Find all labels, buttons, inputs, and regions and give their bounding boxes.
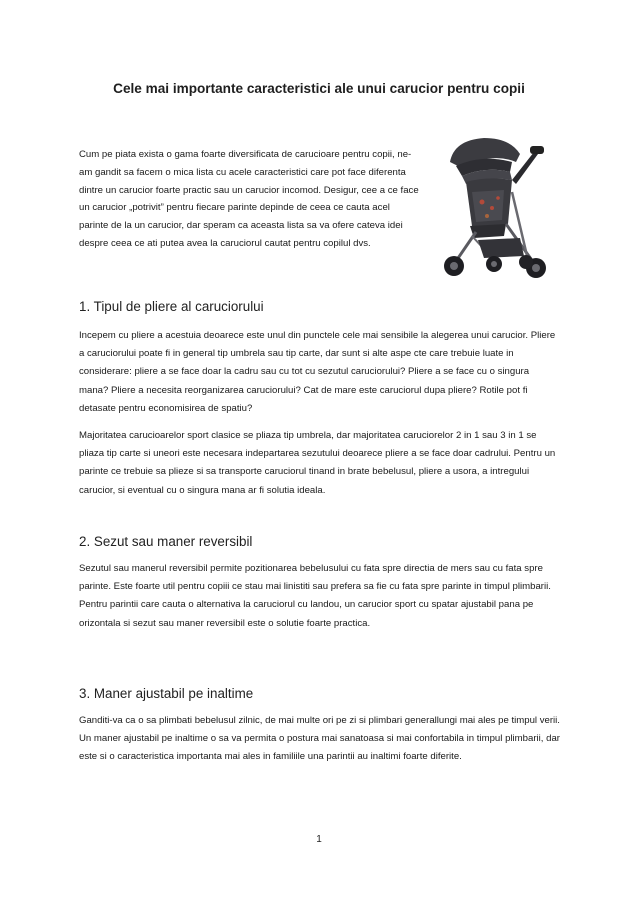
page-number: 1	[316, 834, 322, 845]
section-2-heading: 2. Sezut sau maner reversibil	[79, 534, 253, 549]
section-1-heading: 1. Tipul de pliere al caruciorului	[79, 299, 264, 314]
section-2-paragraph-1: Sezutul sau manerul reversibil permite pozitionarea bebelusului cu fata spre directia de mers sau cu fata spre parinte. Este foarte util pentru copiii ce stau mai linistiti sau prefera sa fie cu fata spre parinte in timpul plimbarii. Pentru parintii care cauta o alternativa la caruciorul cu landou, un carucior sport cu spatar ajustabil pana pe orizontala si sezut sau maner reversibil este o solutie foarte practica.	[79, 563, 551, 629]
stroller-image	[432, 132, 550, 282]
section-3-heading: 3. Maner ajustabil pe inaltime	[79, 686, 254, 701]
intro-paragraph: Cum pe piata exista o gama foarte diversificata de carucioare pentru copii, ne-am gandit sa facem o mica lista cu acele caracteristici care pot face diferenta dintre un carucior foarte practic sau un carucior incomod. Desigur, cee a ce face un carucior „potrivit” pentru fiecare parinte depinde de ceea ce cauta acel parinte de la un carucior, dar speram ca aceasta lista sa va ofere cateva idei despre ceea ce ati putea avea la caruciorul cautat pentru copilul dvs.	[79, 149, 419, 249]
section-1-paragraph-2: Majoritatea carucioarelor sport clasice se pliaza tip umbrela, dar majoritatea caruciorelor 2 in 1 sau 3 in 1 se pliaza tip carte si uneori este necesara indepartarea sezutului deoarece pliere a se face doar cadrului. Pentru un parinte ce trebuie sa plieze si sa transporte caruciorul tinand in brate bebelusul, pliere a usora, a intregului carucior, si eventual cu o singura mana ar fi solutia ideala.	[79, 430, 556, 496]
section-3-paragraph-1: Ganditi-va ca o sa plimbati bebelusul zilnic, de mai multe ori pe zi si plimbari generallungi mai ales pe timpul verii. Un maner ajustabil pe inaltime o sa va permita o postura mai sanatoasa si mai confortabila in timpul plimbarii, dar este si o caracteristica importanta mai ales in familiile una parintii au inaltimi foarte diferite.	[79, 715, 560, 763]
document-title: Cele mai importante caracteristici ale unui carucior pentru copii	[113, 81, 525, 96]
section-1-paragraph-1: Incepem cu pliere a acestuia deoarece este unul din punctele cele mai sensibile la alegerea unui carucior. Pliere a caruciorului poate fi in general tip umbrela sau tip carte, dar sunt si alte aspe cte care trebuie luate in considerare: pliere a se face doar la cadru sau cu tot cu sezutul caruciorului? Pliere a se face cu o singura mana? Pliere a necesita reorganizarea caruciorului? Cat de mare este caruciorul dupa pliere? Rotile pot fi detasate pentru economisirea de spatiu?	[79, 330, 556, 414]
